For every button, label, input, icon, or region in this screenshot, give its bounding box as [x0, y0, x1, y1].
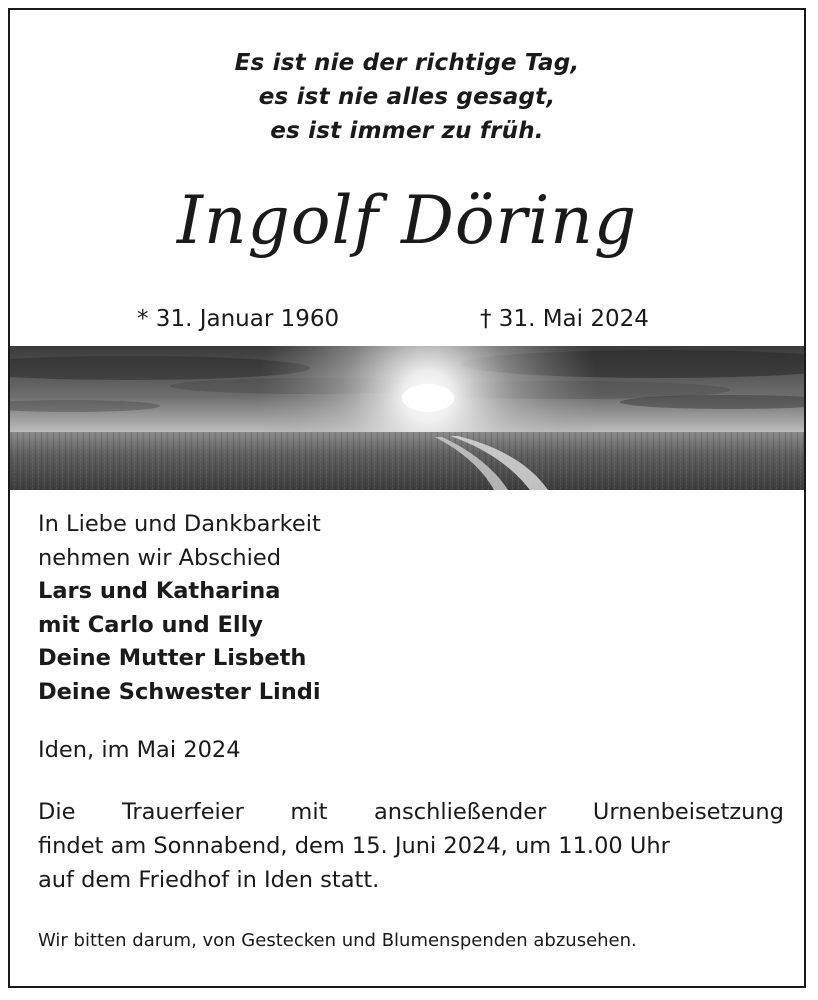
- obituary-frame: [8, 8, 806, 988]
- service-word: Urnenbeisetzung: [592, 799, 784, 825]
- service-line-3: auf dem Friedhof in Iden statt.: [38, 867, 380, 893]
- mourner-name: Lars und Katharina: [38, 578, 281, 604]
- service-word: anschließender: [373, 799, 547, 825]
- service-line-1: [38, 795, 784, 829]
- poem-line: es ist nie alles gesagt,: [258, 84, 556, 110]
- farewell-block: [38, 508, 784, 709]
- life-dates: [10, 304, 804, 334]
- poem: [10, 46, 804, 148]
- service-word: Trauerfeier: [121, 799, 244, 825]
- funeral-service-info: [38, 795, 784, 897]
- mourner-name: Deine Mutter Lisbeth: [38, 645, 307, 671]
- service-word: mit: [290, 799, 328, 825]
- mourner-name: Deine Schwester Lindi: [38, 678, 321, 705]
- poem-line: Es ist nie der richtige Tag,: [234, 50, 580, 76]
- deceased-name: Ingolf Döring: [176, 182, 638, 259]
- intro-line: nehmen wir Abschied: [38, 544, 281, 571]
- intro-line: In Liebe und Dankbarkeit: [38, 511, 321, 537]
- birth-date: * 31. Januar 1960: [137, 306, 340, 332]
- service-line-2: findet am Sonnabend, dem 15. Juni 2024, um 11.00 Uhr: [38, 833, 670, 859]
- service-word: Die: [38, 799, 76, 825]
- flower-donation-note: Wir bitten darum, von Gestecken und Blumenspenden abzusehen.: [38, 930, 637, 951]
- landscape-sunset-image: [10, 346, 806, 490]
- place-date: Iden, im Mai 2024: [38, 737, 241, 763]
- poem-line: es ist immer zu früh.: [270, 118, 544, 144]
- mourner-name: mit Carlo und Elly: [38, 611, 263, 638]
- death-date: † 31. Mai 2024: [480, 306, 649, 332]
